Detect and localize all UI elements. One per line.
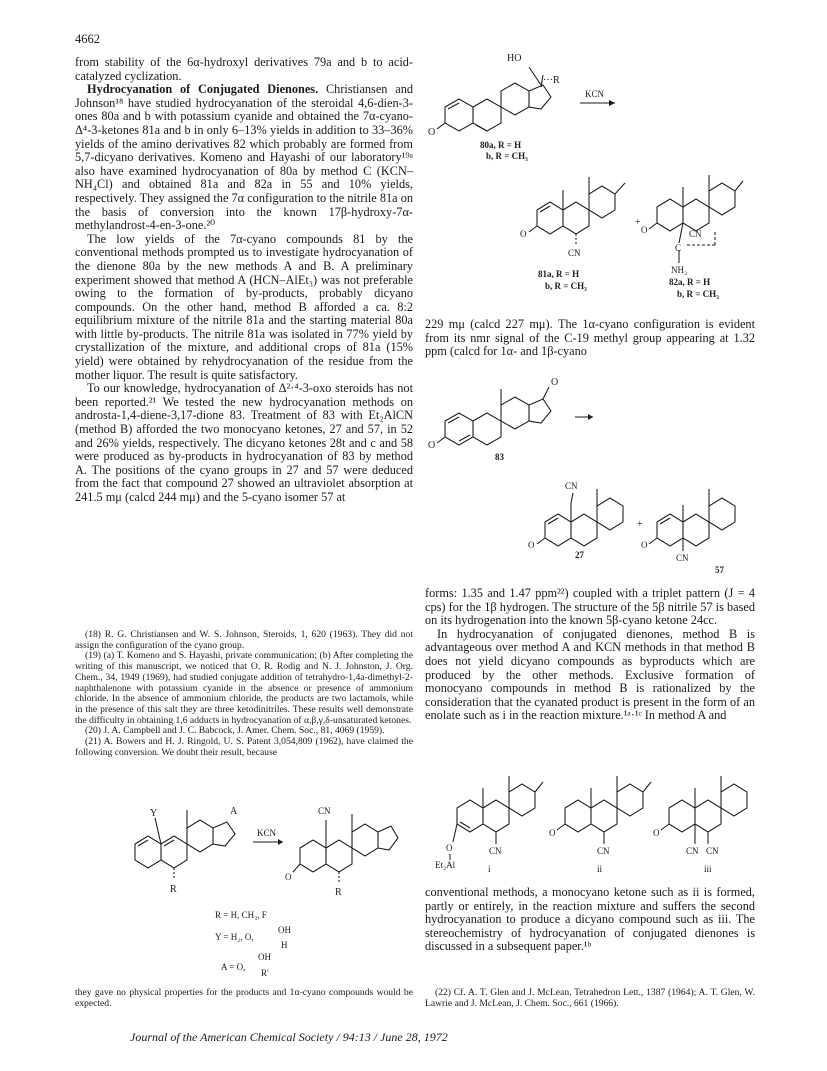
label-cn-81: CN <box>568 248 581 258</box>
label-r-80: ···R <box>543 75 560 86</box>
compound-80-structure <box>437 67 551 131</box>
label-80b: b, R = CH₃ <box>486 151 528 161</box>
structure-iii <box>661 776 747 844</box>
label-cn-82: CN <box>689 229 702 239</box>
label-cn-ii: CN <box>597 846 610 856</box>
compound-81-structure <box>529 177 625 246</box>
footnote-19: (19) (a) T. Komeno and S. Hayashi, private communication; (b) After completing the writing of this manuscript, we noticed that O. R. Rodig and N. J. Johnston, J. Org. Chem., 34, 1949 (1969), had studied conjugate addition of tetrahydro-1,4a-dimethyl-2-naphthalenone with potassium cyanide in the absence or presence of ammonium chloride. In the absence of ammonium chloride, the products are two lactamols, while in the presence of this salt they are three ketodinitriles. These results well demonstrate the difficulty in obtaining 1,6 adducts in hydrocyanation of α,β,γ,δ-unsaturated ketones. <box>75 650 413 726</box>
right-column-text-1 <box>425 318 755 359</box>
label-oh: OH <box>278 925 291 935</box>
label-cn-i: CN <box>489 846 502 856</box>
label-i: i <box>488 864 491 874</box>
structure-ii <box>557 776 651 844</box>
scheme-83-to-27-57 <box>425 355 755 580</box>
label-27: 27 <box>575 550 584 560</box>
compound-83-structure <box>437 387 551 445</box>
label-57: 57 <box>715 565 724 575</box>
label-o-ii: O <box>549 828 556 838</box>
label-ii: ii <box>597 864 603 874</box>
label-c-82: C <box>675 243 682 253</box>
journal-footer: Journal of the American Chemical Society / 94:13 / June 28, 1972 <box>130 1030 448 1044</box>
label-plus-57: + <box>637 519 643 530</box>
label-o-57: O <box>641 540 648 550</box>
label-81a: 81a, R = H <box>538 269 580 279</box>
label-iii: iii <box>704 864 712 874</box>
label-o-27: O <box>528 540 535 550</box>
label-ho: HO <box>507 53 522 64</box>
paragraph-knowledge: To our knowledge, hydrocyanation of Δ²·⁴-3-oxo steroids has not been reported.²¹ We tested the new hydrocyanation methods on androsta-1,4-diene-3,17-dione 83. Treatment of 83 with Et₂AlCN (method B) afforded the two monocyano ketones, 27 and 57, in 52 and 26% yields, respectively. The dicyano ketones 28t and c and 58 were produced as by-products in hydrocyanation of 83 by method A. The positions of the cyano groups in 27 and 57 were deduced from the fact that compound 27 showed an ultraviolet absorption at 241.5 mμ (calcd 244 mμ) and the 5-cyano isomer 57 at <box>75 381 413 504</box>
paragraph-hydrocyanation <box>75 83 413 233</box>
label-kcn-top: KCN <box>585 89 605 99</box>
label-83: 83 <box>495 452 504 462</box>
steroid-product <box>293 814 398 884</box>
right-column-text-3 <box>425 886 755 954</box>
footnote-21: (21) A. Bowers and H. J. Ringold, U. S. Patent 3,054,809 (1962), have claimed the following conversion. We doubt their result, because <box>75 736 413 758</box>
label-o-80: O <box>428 127 436 138</box>
label-r-product: R <box>335 887 342 898</box>
label-o-iii: O <box>653 828 660 838</box>
label-cn-iii-b: CN <box>706 846 719 856</box>
label-r: R <box>170 884 177 895</box>
label-oh-2: OH <box>258 952 271 962</box>
footnote-18: (18) R. G. Christiansen and W. S. Johnson, Steroids, 1, 620 (1963). They did not assign the configuration of the cyano group. <box>75 629 413 651</box>
label-cn-57: CN <box>676 553 689 563</box>
paragraph-low-yields: The low yields of the 7α-cyano compounds 81 by the conventional methods prompted us to investigate hydrocyanation of the dienone 80a by the new methods A and B. A preliminary experiment showed that method A (HCN–AlEt₃) was not preferable owing to the formation of by-products, probably dicyano compounds. On the other hand, method B afforded a ca. 8:2 equilibrium mixture of the nitrile 81a and the starting material 80a with little by-products. The nitrile 81a was isolated in 77% yield by crystallization of the mixture, and additional crops of 81a (15% yield) were obtained by rehydrocyanation of the residue from the mother liquor. The result is quite satisfactory. <box>75 231 413 382</box>
label-a: A <box>230 806 238 817</box>
label-kcn: KCN <box>257 828 277 838</box>
compound-27-structure <box>537 489 623 546</box>
label-o-i: O <box>446 843 453 853</box>
compound-57-structure <box>649 489 735 551</box>
label-80a: 80a, R = H <box>480 140 522 150</box>
steroid-starting-material <box>135 810 235 880</box>
paragraph-method-b: In hydrocyanation of conjugated dienones, method B is advantageous over method A and KCN methods in that method B does not yield dicyano compounds as byproducts which are produced by the other methods. Exclusive formation of monocyano compounds in method B is rationalized by the consideration that the cyanated product is present in the form of an enolate such as i in the reaction mixture.¹ᵃ·¹ᶜ In method A and <box>425 626 755 723</box>
compound-82-structure <box>649 175 743 263</box>
label-81b: b, R = CH₃ <box>545 281 587 291</box>
label-cn-27: CN <box>565 481 578 491</box>
footnotes-left <box>75 630 413 758</box>
scheme-80-to-81-82 <box>425 45 755 310</box>
label-o-83-top: O <box>551 377 559 388</box>
label-o-82: O <box>641 225 648 235</box>
label-h: H <box>281 940 288 950</box>
label-cn-iii-a: CN <box>686 846 699 856</box>
paragraph-hydrocyanation-text: Christiansen and Johnson¹⁸ have studied hydrocyanation of the steroidal 4,6-dien-3-ones 80a and b with potassium cyanide and obtained the 7α-cyano-Δ⁴-3-ketones 81a and b in only 6–13% yields in addition to 33–36% yields of the amino derivatives 82 which probably are formed from 5,7-dicyano derivatives. Komeno and Hayashi of our laboratory¹⁹ᵃ also have examined hydrocyanation of 80a by method C (KCN–NH₄Cl) and obtained 81a and 82a in 55 and 10% yields, respectively. They assigned the 7α configuration to the nitrile 81a on the basis of conversion into the known 17β-hydroxy-7α-methylandrost-4-en-3-one.²⁰ <box>75 82 413 233</box>
label-r-definition: R = H, CH₃, F <box>215 910 267 920</box>
label-82b: b, R = CH₃ <box>677 289 719 299</box>
label-82a: 82a, R = H <box>669 277 711 287</box>
label-y-definition: Y = H₂, O, <box>215 932 254 942</box>
right-column-text-2 <box>425 587 755 723</box>
label-o-81: O <box>520 229 527 239</box>
label-cn: CN <box>318 806 331 816</box>
left-column-text <box>75 56 413 505</box>
label-o-83: O <box>428 440 436 451</box>
label-et2al: Et₂Al <box>435 860 456 870</box>
paragraph-intro: from stability of the 6α-hydroxyl derivatives 79a and b to acid-catalyzed cyclization. <box>75 55 413 83</box>
section-heading: Hydrocyanation of Conjugated Dienones. <box>87 82 319 97</box>
footnote-21-continued: they gave no physical properties for the products and 1α-cyano compounds would be expected. <box>75 987 413 1009</box>
label-y: Y <box>150 808 158 819</box>
structure-i <box>453 776 543 844</box>
label-o: O <box>285 872 292 882</box>
label-nh2: NH₂ <box>671 265 688 275</box>
label-plus-81: + <box>635 217 641 228</box>
paragraph-5beta-nitrile: forms: 1.35 and 1.47 ppm²²) coupled with a triplet pattern (J = 4 cps) for the 1β hydrogen. The structure of the 5β nitrile 57 is based on its hydrogenation into the known 5β-cyano ketone 24cc. <box>425 586 755 628</box>
page-number: 4662 <box>75 32 100 46</box>
footnote-22: (22) Cf. A. T. Glen and J. McLean, Tetrahedron Lett., 1387 (1964); A. T. Glen, W. Lawrie and J. McLean, J. Chem. Soc., 661 (1966). <box>425 987 755 1009</box>
footnote-21-scheme <box>115 800 405 980</box>
footnote-20: (20) J. A. Campbell and J. C. Babcock, J. Amer. Chem. Soc., 81, 4069 (1959). <box>85 725 385 737</box>
paragraph-1alpha-cyano: 229 mμ (calcd 227 mμ). The 1α-cyano configuration is evident from its nmr signal of the C-19 methyl group appearing at 1.32 ppm (calcd for 1α- and 1β-cyano <box>425 317 755 359</box>
paragraph-conventional: conventional methods, a monocyano ketone such as ii is formed, partly or entirely, in the reaction mixture and suffers the second hydrocyanation to produce a dicyano compound such as iii. The stereochemistry of hydrocyanation of conjugated dienones is discussed in a subsequent paper.¹ᵇ <box>425 885 755 954</box>
label-r-prime: R′ <box>261 968 269 978</box>
scheme-enolate-intermediates <box>425 770 755 880</box>
label-a-definition: A = O, <box>221 962 246 972</box>
